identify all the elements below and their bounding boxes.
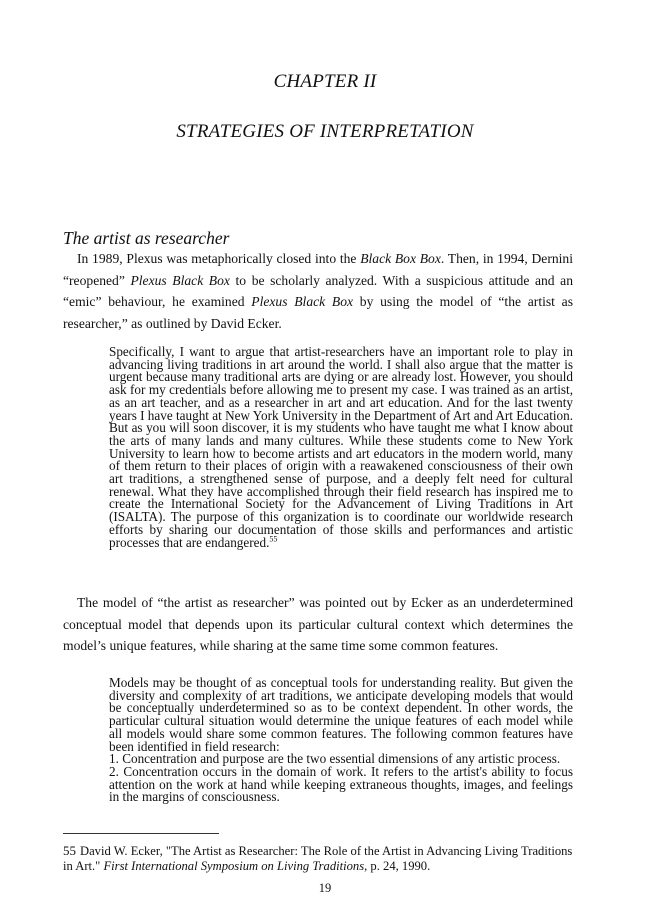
footnote: 55 David W. Ecker, "The Artist as Researcher: The Role of the Artist in Advancing Living Traditions in Art." First International Symposium on Living Traditions, p. 24, 1990. [63, 843, 573, 873]
body-paragraph-2: The model of “the artist as researcher” was pointed out by Ecker as an underdetermined conceptual model that depends upon its particular cultural context which determines the model’s unique features, while sharing at the same time some common features. [63, 595, 573, 653]
section-heading: The artist as researcher [63, 228, 230, 248]
body-paragraph-1: In 1989, Plexus was metaphorically closed into the Black Box Box. Then, in 1994, Dernini “reopened” Plexus Black Box to be scholarly analyzed. With a suspicious attitude and an “emic” behaviour, he examined Plexus Black Box by using the model of “the artist as researcher,” as outlined by David Ecker. [63, 251, 573, 331]
list-item-1: 1. Concentration and purpose are the two essential dimensions of any artistic process. [109, 751, 561, 767]
footnote-number: 55 [63, 843, 76, 858]
chapter-title: CHAPTER II [273, 71, 377, 92]
block-quote-2-text: Models may be thought of as conceptual tools for understanding reality. But given the diversity and complexity of art traditions, we anticipate developing models that would be conceptually underdetermined so as to be context dependent. In other words, the particular cultural situation would determine the unique features of each model while all models would share some common features. The following common features have been identified in field research: [109, 675, 573, 754]
footnote-reference: 55 [269, 534, 278, 544]
block-quote-1: Specifically, I want to argue that artist-researchers have an important role to play in advancing living traditions in art around the world. I shall also argue that the matter is urgent because many traditional arts are dying or are already lost. However, you should ask for my credentials before allowing me to present my case. I was trained as an artist, as an art teacher, and as a researcher in art and art education. And for the last twenty years I have taught at New York University in the Department of Art and Art Education. But as you will soon discover, it is my students who have taught me what I know about the arts of many lands and many cultures. While these students come to New York University to learn how to become artists and art educators in the modern world, many of them return to their places of origin with a reawakened consciousness of their own art traditions, a strengthened sense of purpose, and a deeply felt need for cultural renewal. What they have accomplished through their field research has inspired me to create the International Society for the Advancement of Living Traditions in Art (ISALTA). The purpose of this organization is to coordinate our worldwide research efforts by sharing our documentation of those skills and performances and artistic processes that are endangered.$^{55}$ [109, 344, 574, 550]
chapter-subtitle: STRATEGIES OF INTERPRETATION [176, 121, 474, 142]
block-quote-2 [109, 677, 573, 804]
footnote-divider [63, 833, 219, 834]
list-item-2: 2. Concentration occurs in the domain of work. It refers to the artist's ability to focus attention on the work at hand while keeping extraneous thoughts, images, and feelings in the margins of consciousness. [109, 763, 573, 805]
page-number: 19 [318, 881, 332, 895]
